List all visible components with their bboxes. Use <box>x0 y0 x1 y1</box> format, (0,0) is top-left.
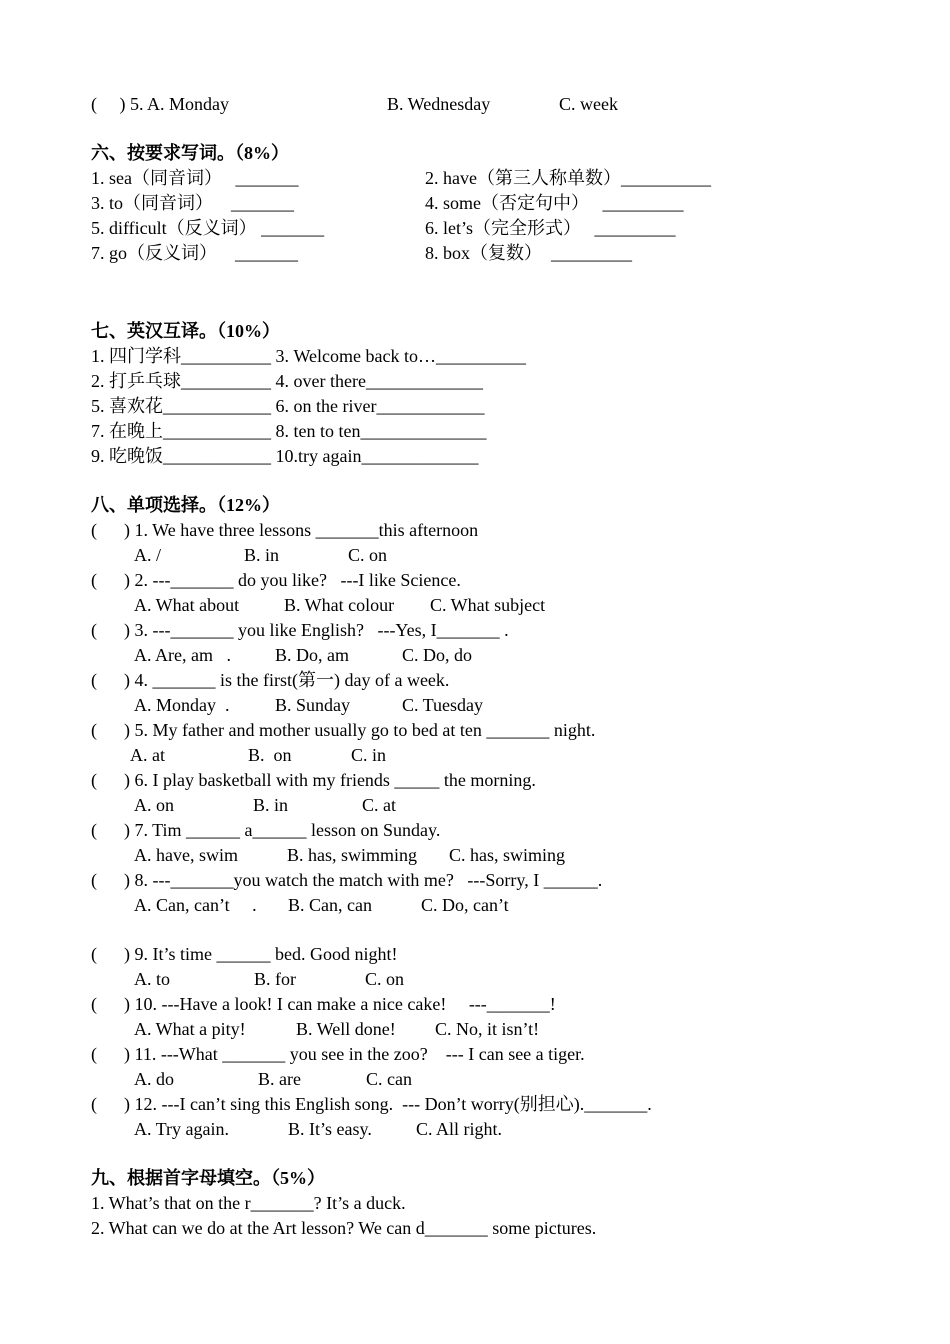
question-stem: ( ) 11. ---What _______ you see in the zoo? --- I can see a tiger. <box>91 1044 585 1064</box>
sec7-line: 1. 四门学科__________ 3. Welcome back to…__________ <box>91 346 526 366</box>
question-stem: ( ) 3. ---_______ you like English? ---Yes, I_______ . <box>91 620 509 640</box>
sec6-item: 4. some（否定句中） _________ <box>425 193 684 213</box>
option-a: A. at <box>130 745 165 765</box>
option-a: A. Are, am . <box>134 645 231 665</box>
option-b: B. are <box>258 1069 301 1089</box>
q5-stem: ( ) 5. A. Monday <box>91 94 229 114</box>
option-c: C. Do, do <box>402 645 473 665</box>
sec6-item: 7. go（反义词） _______ <box>91 243 298 263</box>
option-c: C. on <box>365 969 405 989</box>
option-c: C. No, it isn’t! <box>435 1019 540 1039</box>
option-b: B. in <box>244 545 280 565</box>
option-c: C. What subject <box>430 595 546 615</box>
option-a: A. What about <box>134 595 240 615</box>
option-b: B. has, swimming <box>287 845 418 865</box>
sec9-line: 2. What can we do at the Art lesson? We can d_______ some pictures. <box>91 1218 597 1238</box>
question-stem: ( ) 5. My father and mother usually go to bed at ten _______ night. <box>91 720 596 740</box>
option-b: B. What colour <box>284 595 395 615</box>
option-c: C. Do, can’t <box>421 895 509 915</box>
section6-title: 六、按要求写词。（8%） <box>91 143 289 163</box>
question-stem: ( ) 4. _______ is the first(第一) day of a week. <box>91 670 450 690</box>
option-a: A. What a pity! <box>134 1019 246 1039</box>
option-b: B. Sunday <box>275 695 351 715</box>
option-a: A. have, swim <box>134 845 238 865</box>
option-a: A. do <box>134 1069 174 1089</box>
option-c: C. on <box>348 545 388 565</box>
sec6-item: 3. to（同音词） _______ <box>91 193 295 213</box>
option-c: C. in <box>351 745 387 765</box>
q5-option-c: C. week <box>559 94 618 114</box>
option-c: C. Tuesday <box>402 695 484 715</box>
sec6-item: 1. sea（同音词） _______ <box>91 168 299 188</box>
question-stem: ( ) 6. I play basketball with my friends _____ the morning. <box>91 770 536 790</box>
option-c: C. has, swiming <box>449 845 566 865</box>
option-b: B. Well done! <box>296 1019 396 1039</box>
option-b: B. Do, am <box>275 645 349 665</box>
sec6-item: 6. let’s（完全形式） _________ <box>425 218 676 238</box>
sec7-line: 5. 喜欢花____________ 6. on the river____________ <box>91 396 485 416</box>
sec9-line: 1. What’s that on the r_______? It’s a duck. <box>91 1193 406 1213</box>
q5-option-b: B. Wednesday <box>387 94 491 114</box>
option-b: B. in <box>253 795 289 815</box>
sec6-item: 2. have（第三人称单数）__________ <box>425 168 711 188</box>
option-a: A. Monday . <box>134 695 230 715</box>
sec7-line: 9. 吃晚饭____________ 10.try again_____________ <box>91 446 479 466</box>
question-stem: ( ) 7. Tim ______ a______ lesson on Sunday. <box>91 820 441 840</box>
question-stem: ( ) 12. ---I can’t sing this English song. --- Don’t worry(别担心)._______. <box>91 1094 652 1114</box>
option-b: B. Can, can <box>288 895 372 915</box>
option-a: A. to <box>134 969 170 989</box>
option-a: A. Can, can’t . <box>134 895 257 915</box>
question-stem: ( ) 10. ---Have a look! I can make a nice cake! ---_______! <box>91 994 556 1014</box>
question-stem: ( ) 8. ---_______you watch the match with me? ---Sorry, I ______. <box>91 870 603 890</box>
sec7-line: 2. 打乒乓球__________ 4. over there_____________ <box>91 371 483 391</box>
question-stem: ( ) 2. ---_______ do you like? ---I like Science. <box>91 570 461 590</box>
sec6-item: 8. box（复数） _________ <box>425 243 632 263</box>
option-b: B. for <box>254 969 296 989</box>
option-a: A. Try again. <box>134 1119 230 1139</box>
question-stem: ( ) 9. It’s time ______ bed. Good night! <box>91 944 398 964</box>
section7-title: 七、英汉互译。（10%） <box>91 321 280 341</box>
option-b: B. on <box>248 745 292 765</box>
sec6-item: 5. difficult（反义词） _______ <box>91 218 325 238</box>
option-c: C. can <box>366 1069 412 1089</box>
option-a: A. / <box>134 545 161 565</box>
question-stem: ( ) 1. We have three lessons _______this afternoon <box>91 520 479 540</box>
section9-title: 九、根据首字母填空。（5%） <box>91 1168 325 1188</box>
option-b: B. It’s easy. <box>288 1119 372 1139</box>
option-c: C. All right. <box>416 1119 503 1139</box>
sec7-line: 7. 在晚上____________ 8. ten to ten______________ <box>91 421 487 441</box>
option-a: A. on <box>134 795 174 815</box>
section8-title: 八、单项选择。（12%） <box>91 495 280 515</box>
option-c: C. at <box>362 795 396 815</box>
